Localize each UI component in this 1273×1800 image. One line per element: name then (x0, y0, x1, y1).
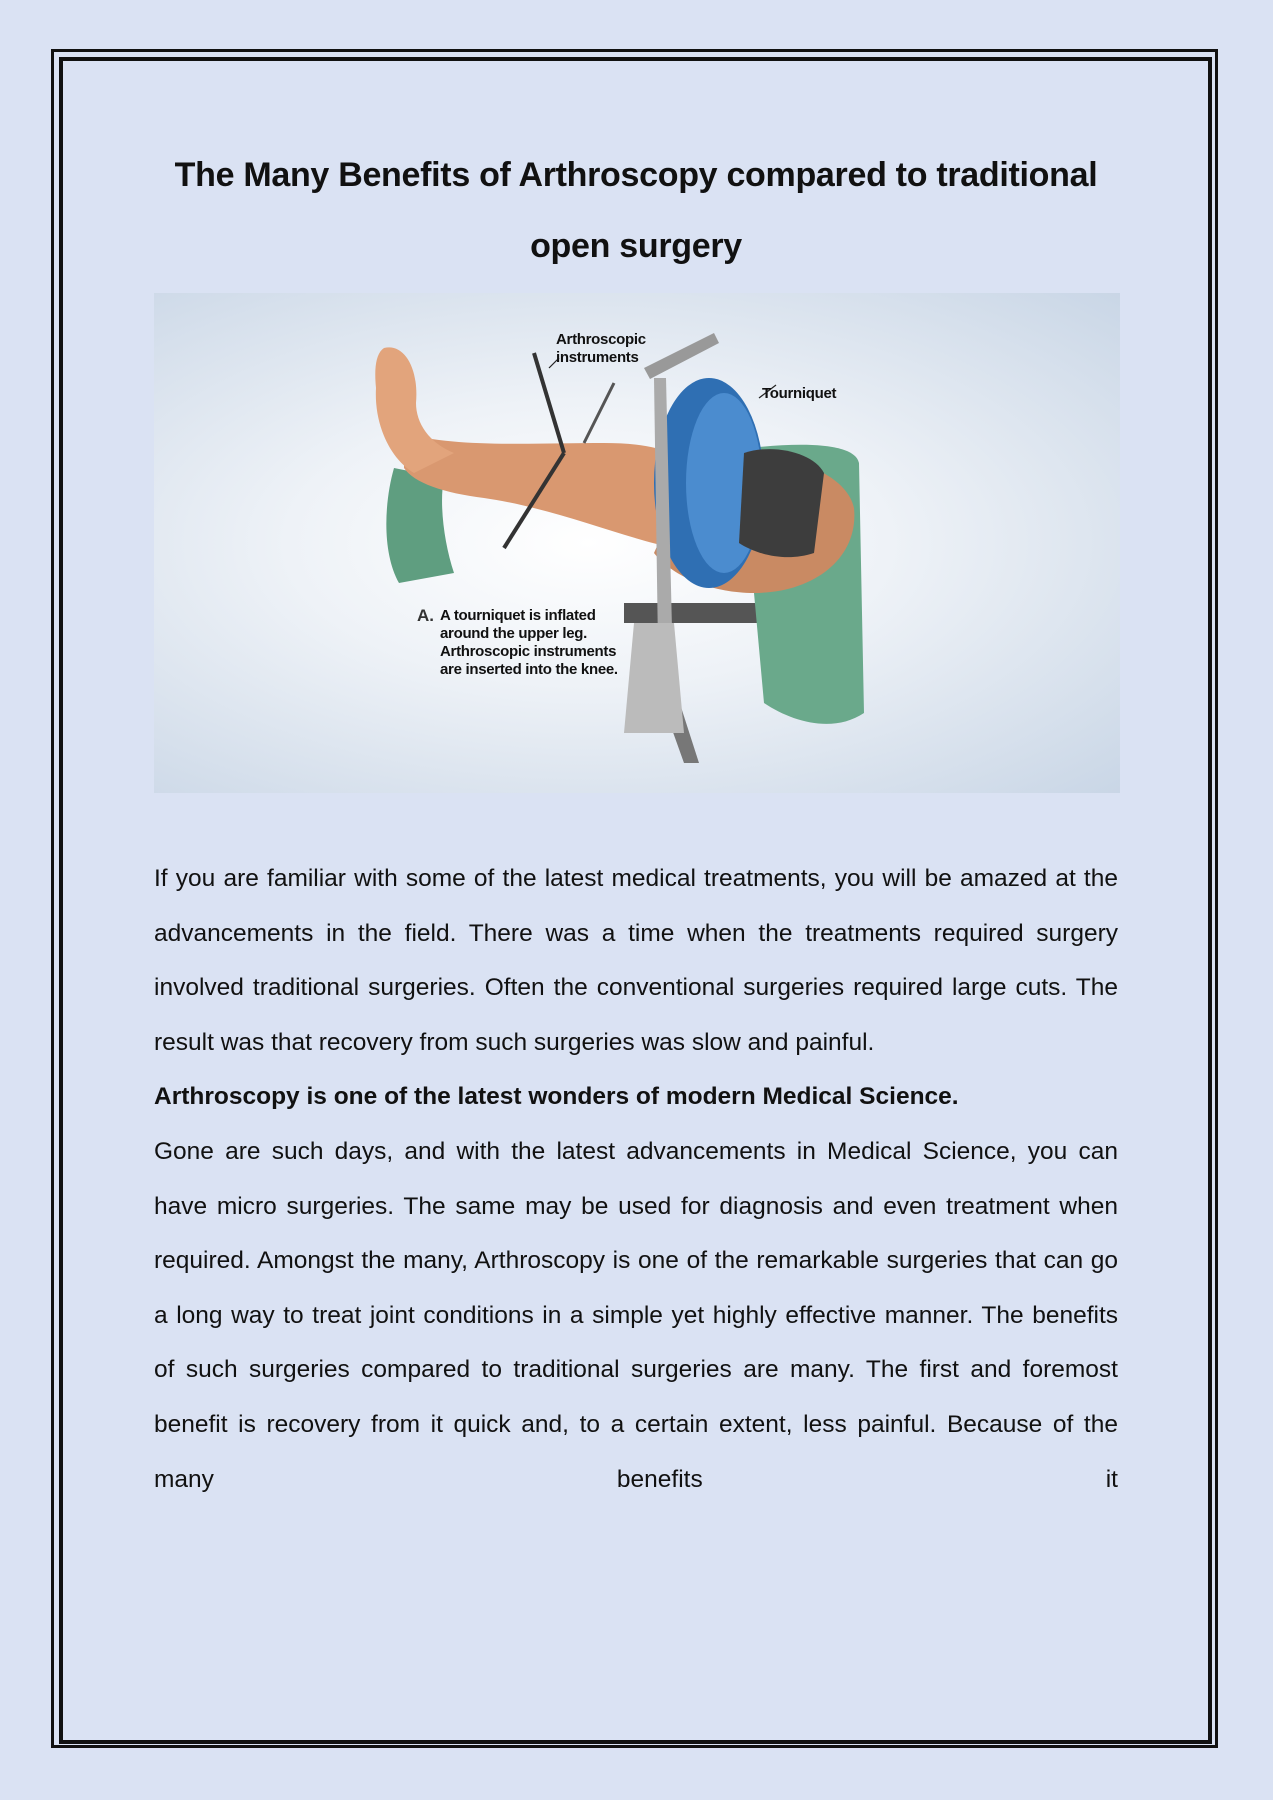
figure-letter: A. (417, 606, 434, 625)
leg-holder-arm (644, 333, 719, 379)
document-title: The Many Benefits of Arthroscopy compared to traditional open surgery (174, 156, 1098, 265)
cannula-instrument (584, 383, 614, 443)
figure-caption: A tourniquet is inflated around the upper leg. Arthroscopic instruments are inserted into the knee. (440, 607, 618, 678)
document-body (154, 140, 1118, 1507)
knee-surgery-drawing (154, 293, 1120, 793)
leg-holder-clamp (624, 623, 684, 733)
section-subheading: Arthroscopy is one of the latest wonders of modern Medical Science. (154, 1083, 959, 1111)
paragraph-intro: If you are familiar with some of the latest medical treatments, you will be amazed at the advancements in the field. There was a time when the treatments required surgery involved traditional surgeries. Often the conventional surgeries required large cuts. The result was that recovery from such surgeries was slow and painful. (154, 865, 1118, 1056)
label-tourniquet: Tourniquet (762, 385, 837, 402)
foot (375, 347, 454, 473)
tourniquet-cuff (739, 449, 824, 557)
label-arthroscopic-instruments: Arthroscopic instruments (556, 331, 646, 366)
paragraph-benefits: Gone are such days, and with the latest advancements in Medical Science, you can have micro surgeries. The same may be used for diagnosis and even treatment when required. Amongst the many, Arthroscopy is one of the remarkable surgeries that can go a long way to treat joint conditions in a simple yet highly effective manner. The benefits of such surgeries compared to traditional surgeries are many. The first and foremost benefit is recovery from it quick and, to a certain extent, less painful. Because of the many benefits it (154, 1137, 1118, 1493)
arthroscopy-illustration (154, 293, 1120, 793)
